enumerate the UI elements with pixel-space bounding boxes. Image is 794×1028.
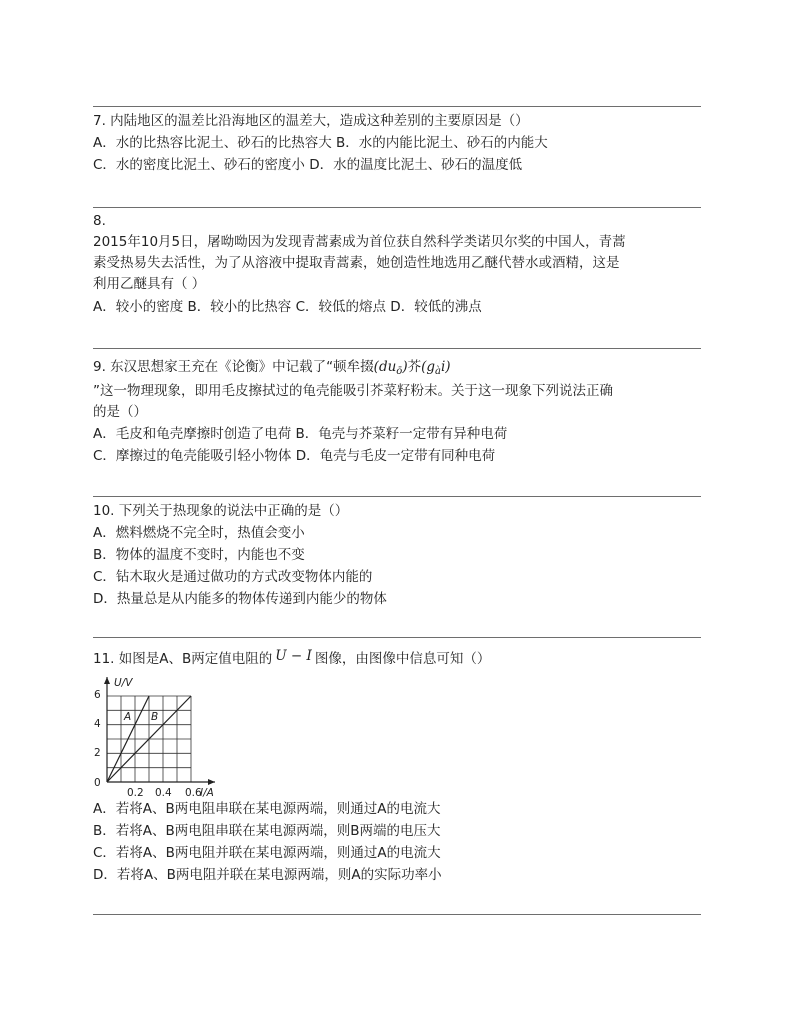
question-10-stem: 10. 下列关于热现象的说法中正确的是（） — [93, 503, 349, 519]
question-8-stem-line-2: 素受热易失去活性，为了从溶液中提取青蒿素，她创造性地选用乙醚代替水或酒精，这是 — [93, 255, 620, 271]
question-11-option-d: D．若将A、B两电阻并联在某电源两端，则A的实际功率小 — [93, 867, 442, 883]
y-tick-6: 6 — [94, 689, 101, 701]
section-divider — [93, 914, 701, 915]
question-8-stem-line-1: 2015年10月5日，屠呦呦因为发现青蒿素成为首位获自然科学类诺贝尔奖的中国人，青蒿 — [93, 234, 626, 250]
question-11-stem-text-a: 11. 如图是A、B两定值电阻的 — [93, 651, 273, 667]
question-7-stem: 7. 内陆地区的温差比沿海地区的温差大，造成这种差别的主要原因是（） — [93, 113, 529, 129]
y-tick-0: 0 — [94, 777, 101, 789]
question-8-options: A．较小的密度 B．较小的比热容 C．较低的熔点 D．较低的沸点 — [93, 299, 482, 315]
question-9-stem-line-2: ”这一物理现象，即用毛皮擦拭过的龟壳能吸引芥菜籽粉末。关于这一现象下列说法正确 — [93, 383, 613, 399]
section-divider — [93, 348, 701, 349]
section-divider — [93, 106, 701, 107]
line-label-a: A — [124, 711, 132, 723]
pinyin-du: $(du_ō)$ — [373, 359, 408, 377]
x-axis-label: I/A — [200, 787, 214, 799]
u-i-graph — [91, 674, 231, 802]
question-7-options-row-2: C．水的密度比泥土、砂石的密度小 D．水的温度比泥土、砂石的温度低 — [93, 157, 523, 173]
question-9-stem-text-a: 9. 东汉思想家王充在《论衡》中记载了“顿牟掇 — [93, 359, 374, 375]
question-10-option-a: A．燃料燃烧不完全时，热值会变小 — [93, 525, 305, 541]
question-9-options-row-1: A．毛皮和龟壳摩擦时创造了电荷 B．龟壳与芥菜籽一定带有异种电荷 — [93, 426, 508, 442]
question-11-option-a: A．若将A、B两电阻串联在某电源两端，则通过A的电流大 — [93, 801, 441, 817]
question-11-stem — [93, 650, 490, 669]
question-9-stem-line-1 — [93, 358, 451, 378]
question-9-stem-line-3: 的是（） — [93, 404, 147, 420]
y-axis-label: U/V — [114, 677, 133, 689]
section-divider — [93, 637, 701, 638]
question-10-option-b: B．物体的温度不变时，内能也不变 — [93, 547, 305, 563]
question-7-options-row-1: A．水的比热容比泥土、砂石的比热容大 B．水的内能比泥土、砂石的内能大 — [93, 135, 548, 151]
y-tick-2: 2 — [94, 747, 101, 759]
question-10-option-c: C．钻木取火是通过做功的方式改变物体内能的 — [93, 569, 373, 585]
section-divider — [93, 207, 701, 208]
question-11-option-b: B．若将A、B两电阻串联在某电源两端，则B两端的电压大 — [93, 823, 441, 839]
x-tick-0.6: 0.6 — [185, 787, 202, 799]
question-11-stem-text-b: 图像，由图像中信息可知（） — [314, 651, 491, 667]
pinyin-gai: $(g_ài)$ — [421, 359, 451, 377]
x-tick-0.4: 0.4 — [155, 787, 172, 799]
question-8-stem-line-3: 利用乙醚具有（ ） — [93, 276, 206, 292]
question-11-option-c: C．若将A、B两电阻并联在某电源两端，则通过A的电流大 — [93, 845, 441, 861]
u-i-formula: U − I — [275, 648, 312, 664]
question-9-stem-text-b: 芥 — [407, 359, 422, 375]
section-divider — [93, 496, 701, 497]
line-label-b: B — [151, 711, 159, 723]
question-9-options-row-2: C．摩擦过的龟壳能吸引轻小物体 D．龟壳与毛皮一定带有同种电荷 — [93, 448, 496, 464]
y-tick-4: 4 — [94, 718, 101, 730]
x-tick-0.2: 0.2 — [127, 787, 144, 799]
question-10-option-d: D．热量总是从内能多的物体传递到内能少的物体 — [93, 591, 387, 607]
question-8-number: 8. — [93, 213, 106, 229]
